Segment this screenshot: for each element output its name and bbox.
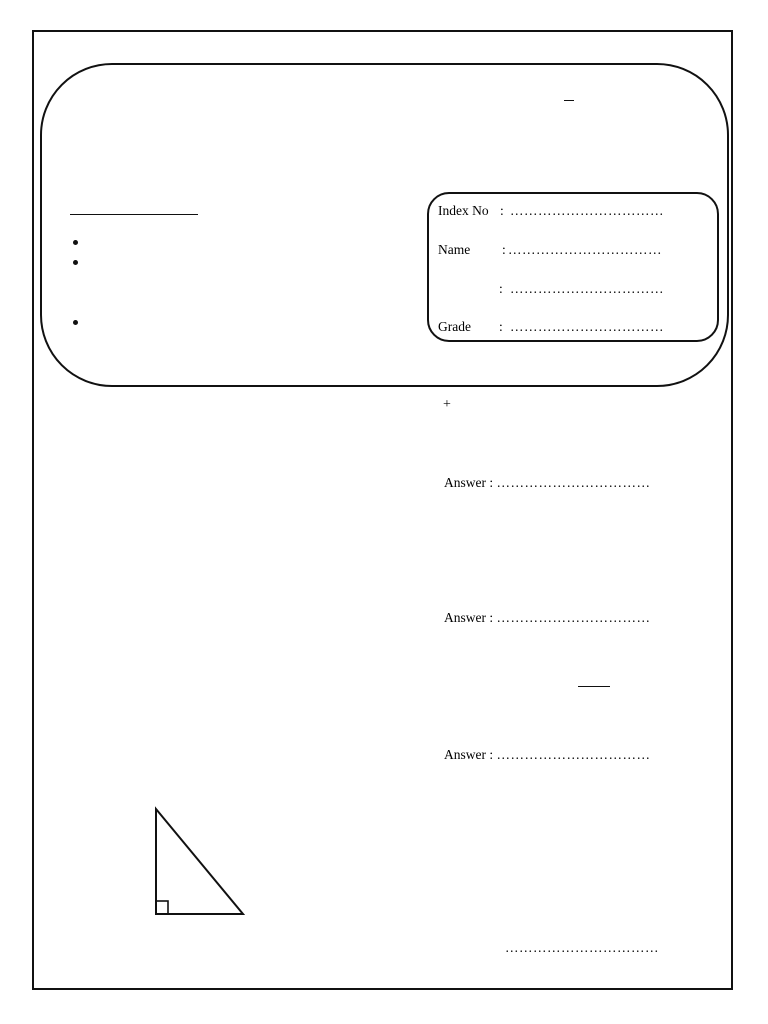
final-answer-dots[interactable]: …………………………… [505,940,659,955]
blank-colon: : [499,281,503,296]
answer-line[interactable] [444,475,651,491]
index-no-label: Index No [438,203,489,218]
answer-dots: …………………………… [496,475,651,490]
fraction-bar [578,686,610,687]
plus-sign: + [443,397,451,412]
answer-line[interactable] [444,610,651,626]
answer-label: Answer : [444,747,494,762]
index-no-colon: : [500,203,504,218]
right-triangle-diagram [150,805,250,920]
right-angle-marker [156,901,168,914]
answer-label: Answer : [444,475,494,490]
dash-mark [564,100,574,101]
bullet-icon [73,320,78,325]
grade-dots: …………………………… [510,319,664,334]
name-dots: …………………………… [508,242,662,257]
blank-dots: …………………………… [510,281,664,296]
answer-label: Answer : [444,610,494,625]
answer-line[interactable] [444,747,651,763]
grade-label: Grade [438,319,471,334]
name-label: Name [438,242,471,257]
index-no-dots: …………………………… [510,203,664,218]
bullet-icon [73,240,78,245]
triangle-outline [156,809,243,914]
name-colon: : [502,242,506,257]
answer-dots: …………………………… [496,747,651,762]
answer-dots: …………………………… [496,610,651,625]
instructions-heading-underline [70,214,198,215]
grade-colon: : [499,319,503,334]
bullet-icon [73,260,78,265]
